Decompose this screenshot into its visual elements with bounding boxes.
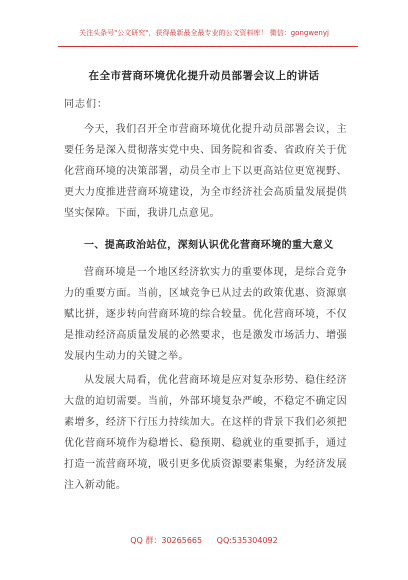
salutation: 同志们： (64, 99, 108, 110)
paragraph-body-2: 从发展大局看，优化营商环境是应对复杂形势、稳住经济大盘的迫切需要。当前，外部环境复杂严峻，不稳定不确定因素增多，经济下行压力持续加大。在这样的背景下我们必须把优化营商环境作为稳增长、稳预期、稳就业的重要抓手，通过打造一流营商环境，吸引更多优质资源要素集聚，为经济发展注入新动能。 (64, 375, 347, 491)
footer-qq-number: QQ:535304092 (216, 536, 278, 545)
section-heading-1: 一、提高政治站位，深刻认识优化营商环境的重大意义 (84, 240, 334, 251)
document-title: 在全市营商环境优化提升动员部署会议上的讲话 (88, 70, 320, 82)
paragraph-body-1: 营商环境是一个地区经济软实力的重要体现，是综合竞争力的重要方面。当前，区域竞争已从过去的政策优惠、资源禀赋比拼，逐步转向营商环境的综合较量。优化营商环境，不仅是推动经济高质量发展的必然要求，也是激发市场活力、增强发展内生动力的关键之举。 (64, 267, 347, 362)
header-divider (58, 46, 358, 47)
paragraph-intro: 今天，我们召开全市营商环境优化提升动员部署会议，主要任务是深入贯彻落实党中央、国务院和省委、省政府关于优化营商环境的决策部署，动员全市上下以更高站位更宽视野、更大力度推进营商环境建设，为全市经济社会高质量发展提供坚实保障。下面，我讲几点意见。 (64, 124, 347, 219)
footer-qq-group: QQ 群：30265665 (130, 536, 203, 545)
header-banner: 关注头条号"公文研究"，获得最新最全最专业的公文资料库！ 微信：gongwenyj (79, 29, 329, 37)
footer-contact (24, 535, 384, 546)
